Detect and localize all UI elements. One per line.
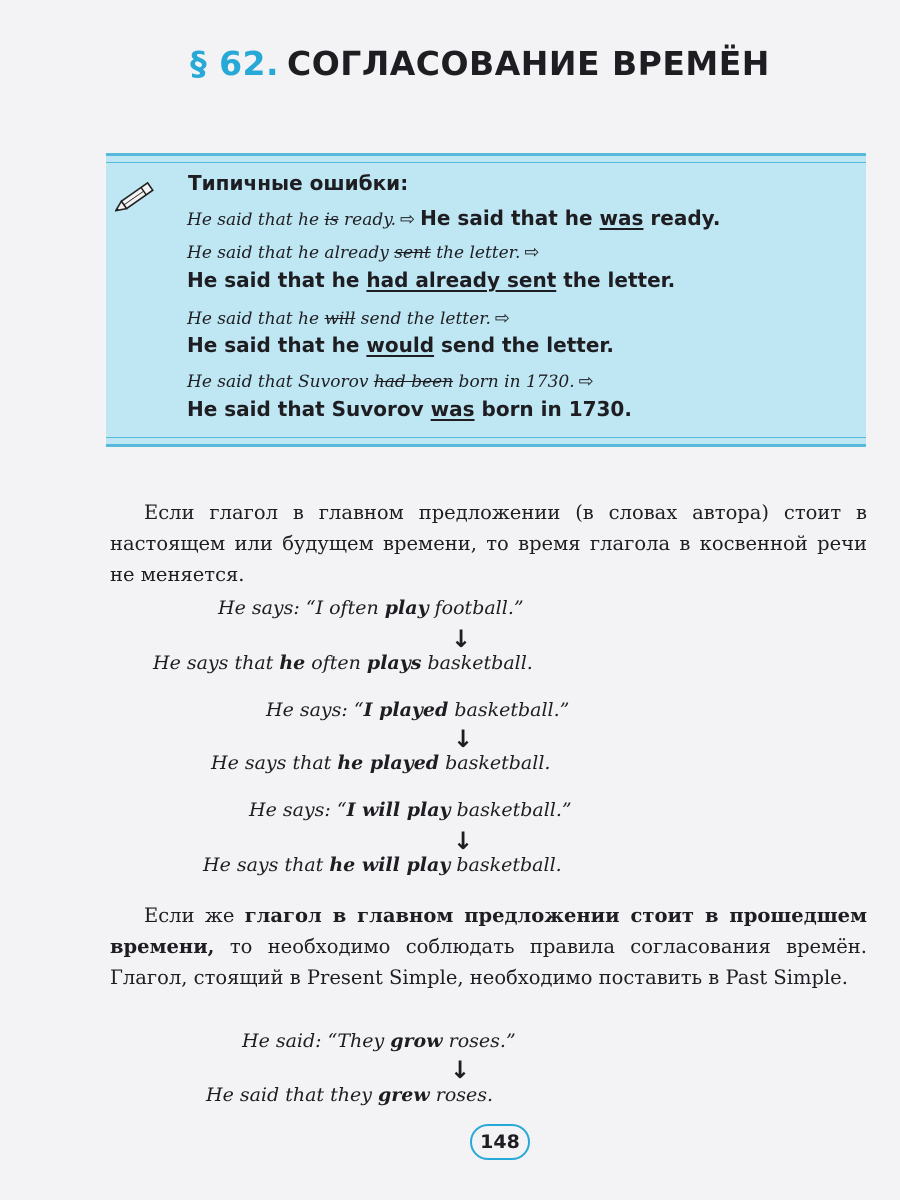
- mistake-line-1: [187, 206, 720, 230]
- pencil-icon: [115, 175, 163, 215]
- wrong-sentence: He said that he is ready.: [187, 210, 396, 230]
- correct-sentence-3: He said that he would send the letter.: [187, 333, 615, 357]
- example-reported-3: He says that he will play basketball.: [203, 854, 562, 876]
- arrow-down-icon: ↓: [453, 827, 474, 855]
- example-direct-1: He says: “I often play football.”: [218, 597, 524, 619]
- page-title: [30, 44, 900, 83]
- wrong-sentence: He said that he will send the letter.: [187, 309, 491, 329]
- example-reported-2: He says that he played basketball.: [211, 752, 551, 774]
- mistake-line-3: [187, 308, 510, 329]
- mistake-line-4: [187, 371, 594, 392]
- arrow-down-icon: ↓: [451, 625, 472, 653]
- arrow-right-icon: ⇨: [399, 209, 416, 230]
- arrow-right-icon: ⇨: [578, 371, 594, 392]
- example-reported-1: He says that he often plays basketball.: [153, 652, 533, 674]
- correct-sentence: He said that he was ready.: [420, 206, 721, 230]
- arrow-right-icon: ⇨: [524, 242, 540, 263]
- mistakes-heading: Типичные ошибки:: [188, 171, 409, 195]
- mistake-line-2: [187, 242, 539, 263]
- arrow-down-icon: ↓: [450, 1056, 471, 1084]
- arrow-down-icon: ↓: [453, 725, 474, 753]
- rule-paragraph-2: Если же глагол в главном предложении стоит в прошедшем времени, то необходимо соблюдать правила согласования времён. Глагол, стоящий в Present Simple, необходимо поставить в Past Simple.: [110, 904, 868, 989]
- section-number: § 62.: [190, 44, 280, 83]
- rule-paragraph-1: Если глагол в главном предложении (в словах автора) стоит в настоящем или будущем времени, то время глагола в косвенной речи не меняется.: [110, 501, 867, 586]
- page-number: 148: [470, 1124, 530, 1160]
- section-title: СОГЛАСОВАНИЕ ВРЕМЁН: [287, 44, 770, 83]
- example-direct-2: He says: “I played basketball.”: [266, 699, 570, 721]
- wrong-sentence: He said that Suvorov had been born in 1730.: [187, 372, 575, 392]
- arrow-right-icon: ⇨: [494, 308, 510, 329]
- example-direct-4: He said: “They grow roses.”: [242, 1030, 516, 1052]
- example-reported-4: He said that they grew roses.: [206, 1084, 494, 1106]
- wrong-sentence: He said that he already sent the letter.: [187, 243, 521, 263]
- example-direct-3: He says: “I will play basketball.”: [249, 799, 572, 821]
- correct-sentence-4: He said that Suvorov was born in 1730.: [187, 397, 632, 421]
- correct-sentence-2: He said that he had already sent the letter.: [187, 268, 676, 292]
